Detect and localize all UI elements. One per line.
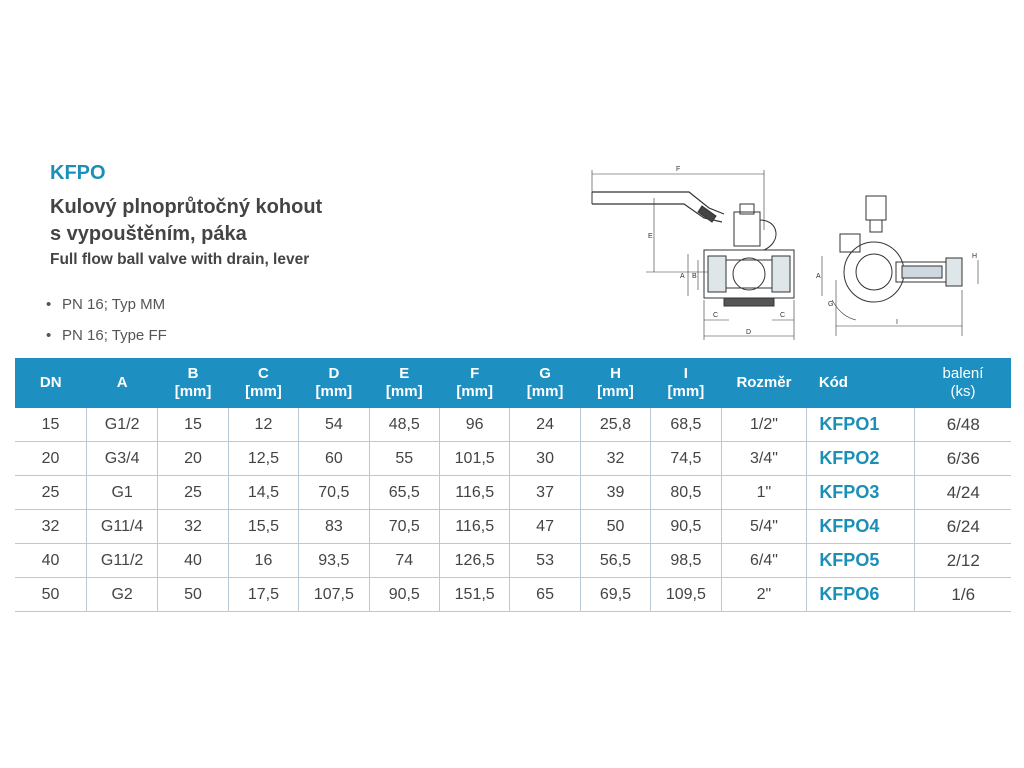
specification-table bbox=[15, 358, 1011, 612]
cell-e: 48,5 bbox=[369, 408, 439, 442]
cell-baleni: 6/36 bbox=[915, 442, 1011, 476]
cell-c: 15,5 bbox=[228, 510, 298, 544]
cell-kod: KFPO3 bbox=[807, 476, 915, 510]
header-h: H [mm] bbox=[580, 358, 650, 408]
header-f: F [mm] bbox=[439, 358, 509, 408]
cell-i: 98,5 bbox=[651, 544, 721, 578]
cell-d: 54 bbox=[299, 408, 369, 442]
cell-b: 32 bbox=[158, 510, 228, 544]
cell-f: 116,5 bbox=[439, 510, 509, 544]
cell-kod: KFPO2 bbox=[807, 442, 915, 476]
cell-i: 90,5 bbox=[651, 510, 721, 544]
header-b: B [mm] bbox=[158, 358, 228, 408]
cell-i: 68,5 bbox=[651, 408, 721, 442]
cell-e: 55 bbox=[369, 442, 439, 476]
cell-g: 65 bbox=[510, 578, 580, 612]
cell-rozmer: 2" bbox=[721, 578, 807, 612]
cell-kod: KFPO4 bbox=[807, 510, 915, 544]
dim-label-d: D bbox=[746, 329, 752, 336]
cell-rozmer: 1" bbox=[721, 476, 807, 510]
cell-g: 30 bbox=[510, 442, 580, 476]
cell-i: 74,5 bbox=[651, 442, 721, 476]
cell-i: 80,5 bbox=[651, 476, 721, 510]
cell-b: 25 bbox=[158, 476, 228, 510]
cell-dn: 50 bbox=[15, 578, 86, 612]
cell-d: 107,5 bbox=[299, 578, 369, 612]
cell-baleni: 6/48 bbox=[915, 408, 1011, 442]
cell-d: 60 bbox=[299, 442, 369, 476]
cell-a: G2 bbox=[86, 578, 157, 612]
dim-label-c2: C bbox=[780, 312, 786, 319]
cell-g: 24 bbox=[510, 408, 580, 442]
title-cz-line2: s vypouštěním, páka bbox=[50, 223, 247, 245]
table-row bbox=[15, 408, 1011, 442]
header-dn: DN bbox=[15, 358, 86, 408]
cell-dn: 32 bbox=[15, 510, 86, 544]
cell-h: 32 bbox=[580, 442, 650, 476]
cell-f: 116,5 bbox=[439, 476, 509, 510]
bullet-item: • PN 16; Typ MM bbox=[46, 294, 167, 325]
cell-f: 151,5 bbox=[439, 578, 509, 612]
cell-kod: KFPO5 bbox=[807, 544, 915, 578]
dim-label-f: F bbox=[676, 166, 681, 173]
dim-label-e: E bbox=[648, 233, 653, 240]
cell-baleni: 2/12 bbox=[915, 544, 1011, 578]
dim-label-b: B bbox=[692, 273, 697, 280]
header-a: A bbox=[86, 358, 157, 408]
cell-dn: 20 bbox=[15, 442, 86, 476]
cell-g: 37 bbox=[510, 476, 580, 510]
cell-c: 12 bbox=[228, 408, 298, 442]
spec-bullet-list bbox=[46, 294, 167, 356]
cell-i: 109,5 bbox=[651, 578, 721, 612]
cell-a: G11/4 bbox=[86, 510, 157, 544]
cell-kod: KFPO6 bbox=[807, 578, 915, 612]
cell-b: 20 bbox=[158, 442, 228, 476]
product-title-czech bbox=[50, 194, 410, 248]
cell-a: G1/2 bbox=[86, 408, 157, 442]
dim-label-g: G bbox=[828, 301, 834, 308]
cell-baleni: 4/24 bbox=[915, 476, 1011, 510]
cell-d: 70,5 bbox=[299, 476, 369, 510]
table-row bbox=[15, 442, 1011, 476]
cell-baleni: 1/6 bbox=[915, 578, 1011, 612]
cell-rozmer: 6/4" bbox=[721, 544, 807, 578]
cell-kod: KFPO1 bbox=[807, 408, 915, 442]
table-header-row bbox=[15, 358, 1011, 408]
cell-a: G1 bbox=[86, 476, 157, 510]
header-d: D [mm] bbox=[299, 358, 369, 408]
table-row bbox=[15, 544, 1011, 578]
cell-g: 47 bbox=[510, 510, 580, 544]
cell-d: 93,5 bbox=[299, 544, 369, 578]
bullet-dot-icon: • bbox=[46, 296, 52, 313]
table-row bbox=[15, 578, 1011, 612]
header-rozmer: Rozměr bbox=[721, 358, 807, 408]
dim-label-c: C bbox=[713, 312, 719, 319]
dim-label-a: A bbox=[680, 273, 685, 280]
cell-baleni: 6/24 bbox=[915, 510, 1011, 544]
cell-e: 90,5 bbox=[369, 578, 439, 612]
cell-h: 25,8 bbox=[580, 408, 650, 442]
header-e: E [mm] bbox=[369, 358, 439, 408]
cell-e: 74 bbox=[369, 544, 439, 578]
cell-c: 14,5 bbox=[228, 476, 298, 510]
product-code: KFPO bbox=[50, 162, 106, 184]
cell-rozmer: 5/4" bbox=[721, 510, 807, 544]
table-row bbox=[15, 476, 1011, 510]
cell-h: 56,5 bbox=[580, 544, 650, 578]
cell-f: 126,5 bbox=[439, 544, 509, 578]
table-row bbox=[15, 510, 1011, 544]
cell-f: 96 bbox=[439, 408, 509, 442]
header-baleni: balení (ks) bbox=[915, 358, 1011, 408]
header-kod: Kód bbox=[807, 358, 915, 408]
cell-b: 50 bbox=[158, 578, 228, 612]
dim-label-h: H bbox=[972, 253, 978, 260]
cell-e: 70,5 bbox=[369, 510, 439, 544]
cell-dn: 15 bbox=[15, 408, 86, 442]
cell-dn: 25 bbox=[15, 476, 86, 510]
cell-b: 40 bbox=[158, 544, 228, 578]
header-g: G [mm] bbox=[510, 358, 580, 408]
cell-a: G11/2 bbox=[86, 544, 157, 578]
cell-h: 69,5 bbox=[580, 578, 650, 612]
valve-technical-drawing bbox=[584, 160, 984, 342]
dim-label-a2: A bbox=[816, 273, 821, 280]
dim-label-i: I bbox=[896, 319, 898, 326]
cell-e: 65,5 bbox=[369, 476, 439, 510]
cell-d: 83 bbox=[299, 510, 369, 544]
product-title-english: Full flow ball valve with drain, lever bbox=[50, 251, 310, 268]
title-cz-line1: Kulový plnoprůtočný kohout bbox=[50, 196, 323, 218]
cell-h: 50 bbox=[580, 510, 650, 544]
cell-g: 53 bbox=[510, 544, 580, 578]
cell-dn: 40 bbox=[15, 544, 86, 578]
cell-c: 17,5 bbox=[228, 578, 298, 612]
cell-c: 16 bbox=[228, 544, 298, 578]
cell-rozmer: 3/4" bbox=[721, 442, 807, 476]
bullet-item: • PN 16; Type FF bbox=[46, 325, 167, 356]
bullet-dot-icon: • bbox=[46, 327, 52, 344]
table-body bbox=[15, 408, 1011, 612]
header-c: C [mm] bbox=[228, 358, 298, 408]
cell-rozmer: 1/2" bbox=[721, 408, 807, 442]
cell-h: 39 bbox=[580, 476, 650, 510]
cell-a: G3/4 bbox=[86, 442, 157, 476]
cell-b: 15 bbox=[158, 408, 228, 442]
cell-f: 101,5 bbox=[439, 442, 509, 476]
cell-c: 12,5 bbox=[228, 442, 298, 476]
header-i: I [mm] bbox=[651, 358, 721, 408]
